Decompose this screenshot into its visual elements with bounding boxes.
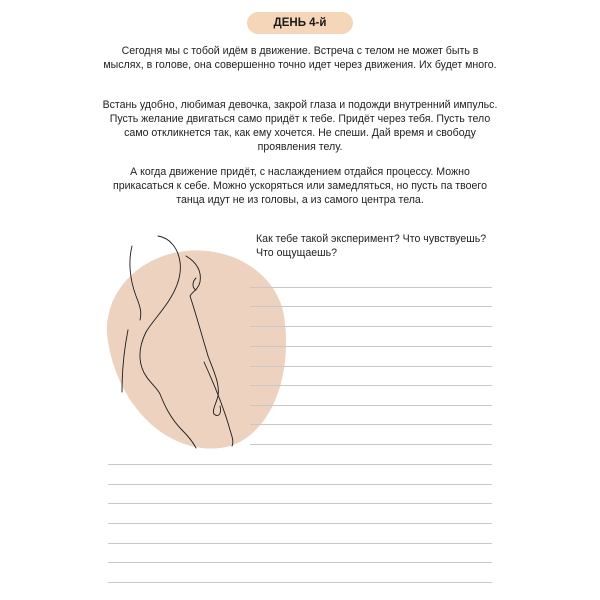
writing-line[interactable]: [250, 366, 492, 367]
movement-paragraph: А когда движение придёт, с наслаждением отдайся процессу. Можно прикасаться к себе. Можно ускоряться или замедляться, но пусть па твоего танца идут не из головы, а из самого центра тела.: [113, 166, 487, 206]
writing-line[interactable]: [108, 582, 492, 583]
day-badge-label: ДЕНЬ 4-й: [273, 17, 327, 29]
writing-line[interactable]: [250, 287, 492, 288]
writing-line[interactable]: [108, 503, 492, 504]
writing-line[interactable]: [250, 385, 492, 386]
writing-line[interactable]: [250, 326, 492, 327]
writing-line[interactable]: [250, 346, 492, 347]
writing-line[interactable]: [108, 484, 492, 485]
writing-line[interactable]: [250, 306, 492, 307]
writing-line[interactable]: [108, 562, 492, 563]
writing-line[interactable]: [108, 543, 492, 544]
reflection-question: Как тебе такой эксперимент? Что чувствуешь? Что ощущаешь?: [256, 233, 487, 259]
instruction-paragraph: Встань удобно, любимая девочка, закрой глаза и подожди внутренний импульс. Пусть желание двигаться само придёт к тебе. Придёт через тебя. Пусть тело само откликнется так, как ему хочется. Не спеши. Дай время и свободу проявления телу.: [102, 99, 498, 153]
writing-line[interactable]: [250, 405, 492, 406]
intro-paragraph: Сегодня мы с тобой идём в движение. Встреча с телом не может быть в мыслях, в голове, она совершенно точно идет через движения. Их будет много.: [103, 45, 497, 71]
writing-line[interactable]: [108, 464, 492, 465]
writing-line[interactable]: [108, 523, 492, 524]
writing-line[interactable]: [250, 424, 492, 425]
writing-line[interactable]: [250, 444, 492, 445]
